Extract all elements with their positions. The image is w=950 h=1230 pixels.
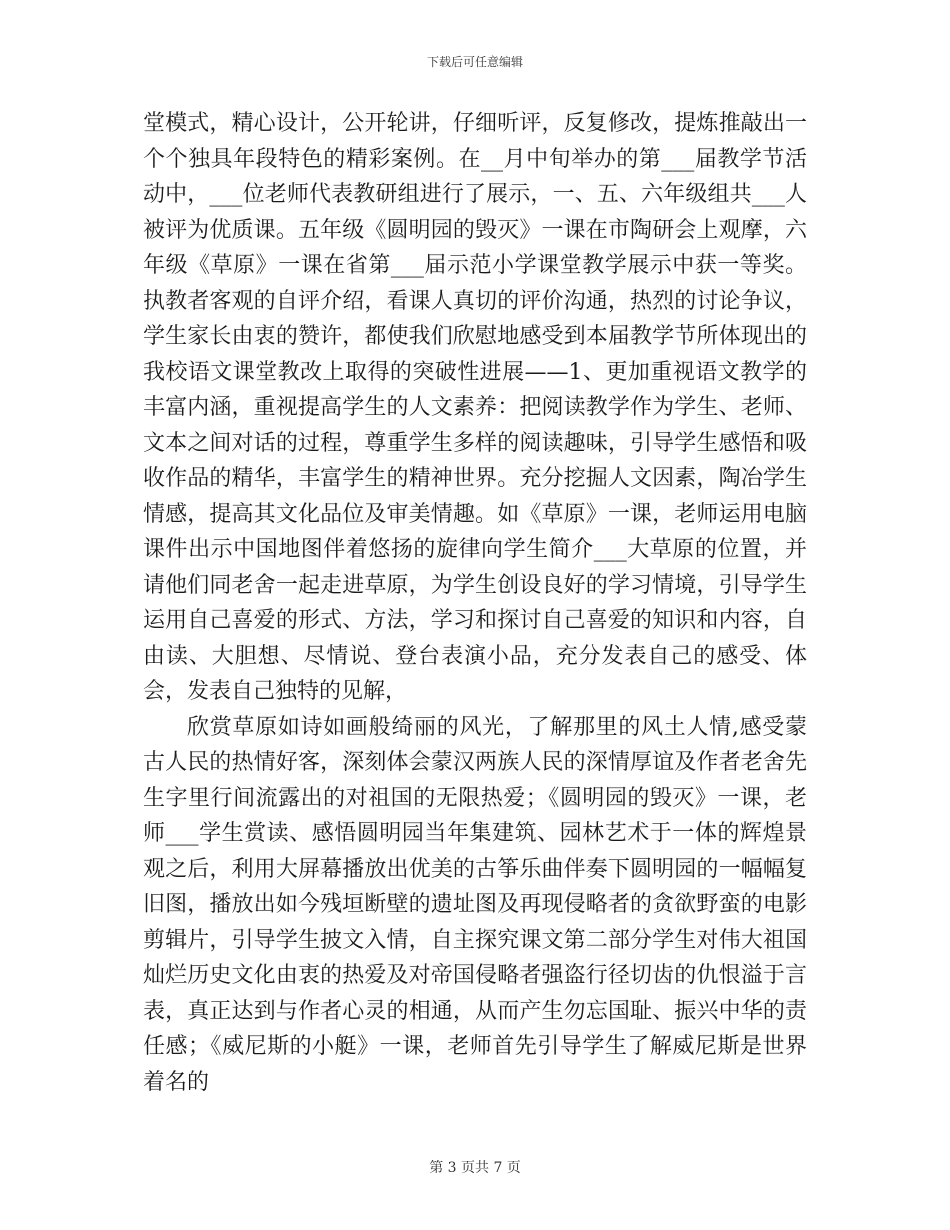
page-header: 下载后可任意编辑 <box>426 55 523 69</box>
page-number: 第 3 页共 7 页 <box>429 1160 521 1176</box>
document-body <box>143 106 807 1100</box>
paragraph-2: 欣赏草原如诗如画般绮丽的风光，了解那里的风土人情,感受蒙古人民的热情好客，深刻体会蒙汉两族人民的深情厚谊及作者老舍先生字里行间流露出的对祖国的无限热爱；《圆明园的毁灭》一课，老师___学生赏读、感悟圆明园当年集建筑、园林艺术于一体的辉煌景观之后，利用大屏幕播放出优美的古筝乐曲伴奏下圆明园的一幅幅复旧图，播放出如今残垣断壁的遗址图及再现侵略者的贪欲野蛮的电影剪辑片，引导学生披文入情，自主探究课文第二部分学生对伟大祖国灿烂历史文化由衷的热爱及对帝国侵略者强盗行径切齿的仇恨溢于言表，真正达到与作者心灵的相通，从而产生勿忘国耻、振兴中华的责任感；《威尼斯的小艇》一课，老师首先引导学生了解威尼斯是世界着名的 <box>143 714 807 1095</box>
paragraph-1: 堂模式，精心设计，公开轮讲，仔细听评，反复修改，提炼推敲出一个个独具年段特色的精彩案例。在__月中旬举办的第___届教学节活动中，___位老师代表教研组进行了展示，一、五、六年级组共___人被评为优质课。五年级《圆明园的毁灭》一课在市陶研会上观摩，六年级《草原》一课在省第___届示范小学课堂教学展示中获一等奖。执教者客观的自评介绍，看课人真切的评价沟通，热烈的讨论争议，学生家长由衷的赞许，都使我们欣慰地感受到本届教学节所体现出的我校语文课堂教改上取得的突破性进展——1、更加重视语文教学的丰富内涵，重视提高学生的人文素养：把阅读教学作为学生、老师、文本之间对话的过程，尊重学生多样的阅读趣味，引导学生感悟和吸收作品的精华，丰富学生的精神世界。充分挖掘人文因素，陶冶学生情感，提高其文化品位及审美情趣。如《草原》一课，老师运用电脑课件出示中国地图伴着悠扬的旋律向学生简介___大草原的位置，并请他们同老舍一起走进草原，为学生创设良好的学习情境，引导学生运用自己喜爱的形式、方法，学习和探讨自己喜爱的知识和内容，自由读、大胆想、尽情说、登台表演小品，充分发表自己的感受、体会，发表自己独特的见解， <box>143 111 807 704</box>
